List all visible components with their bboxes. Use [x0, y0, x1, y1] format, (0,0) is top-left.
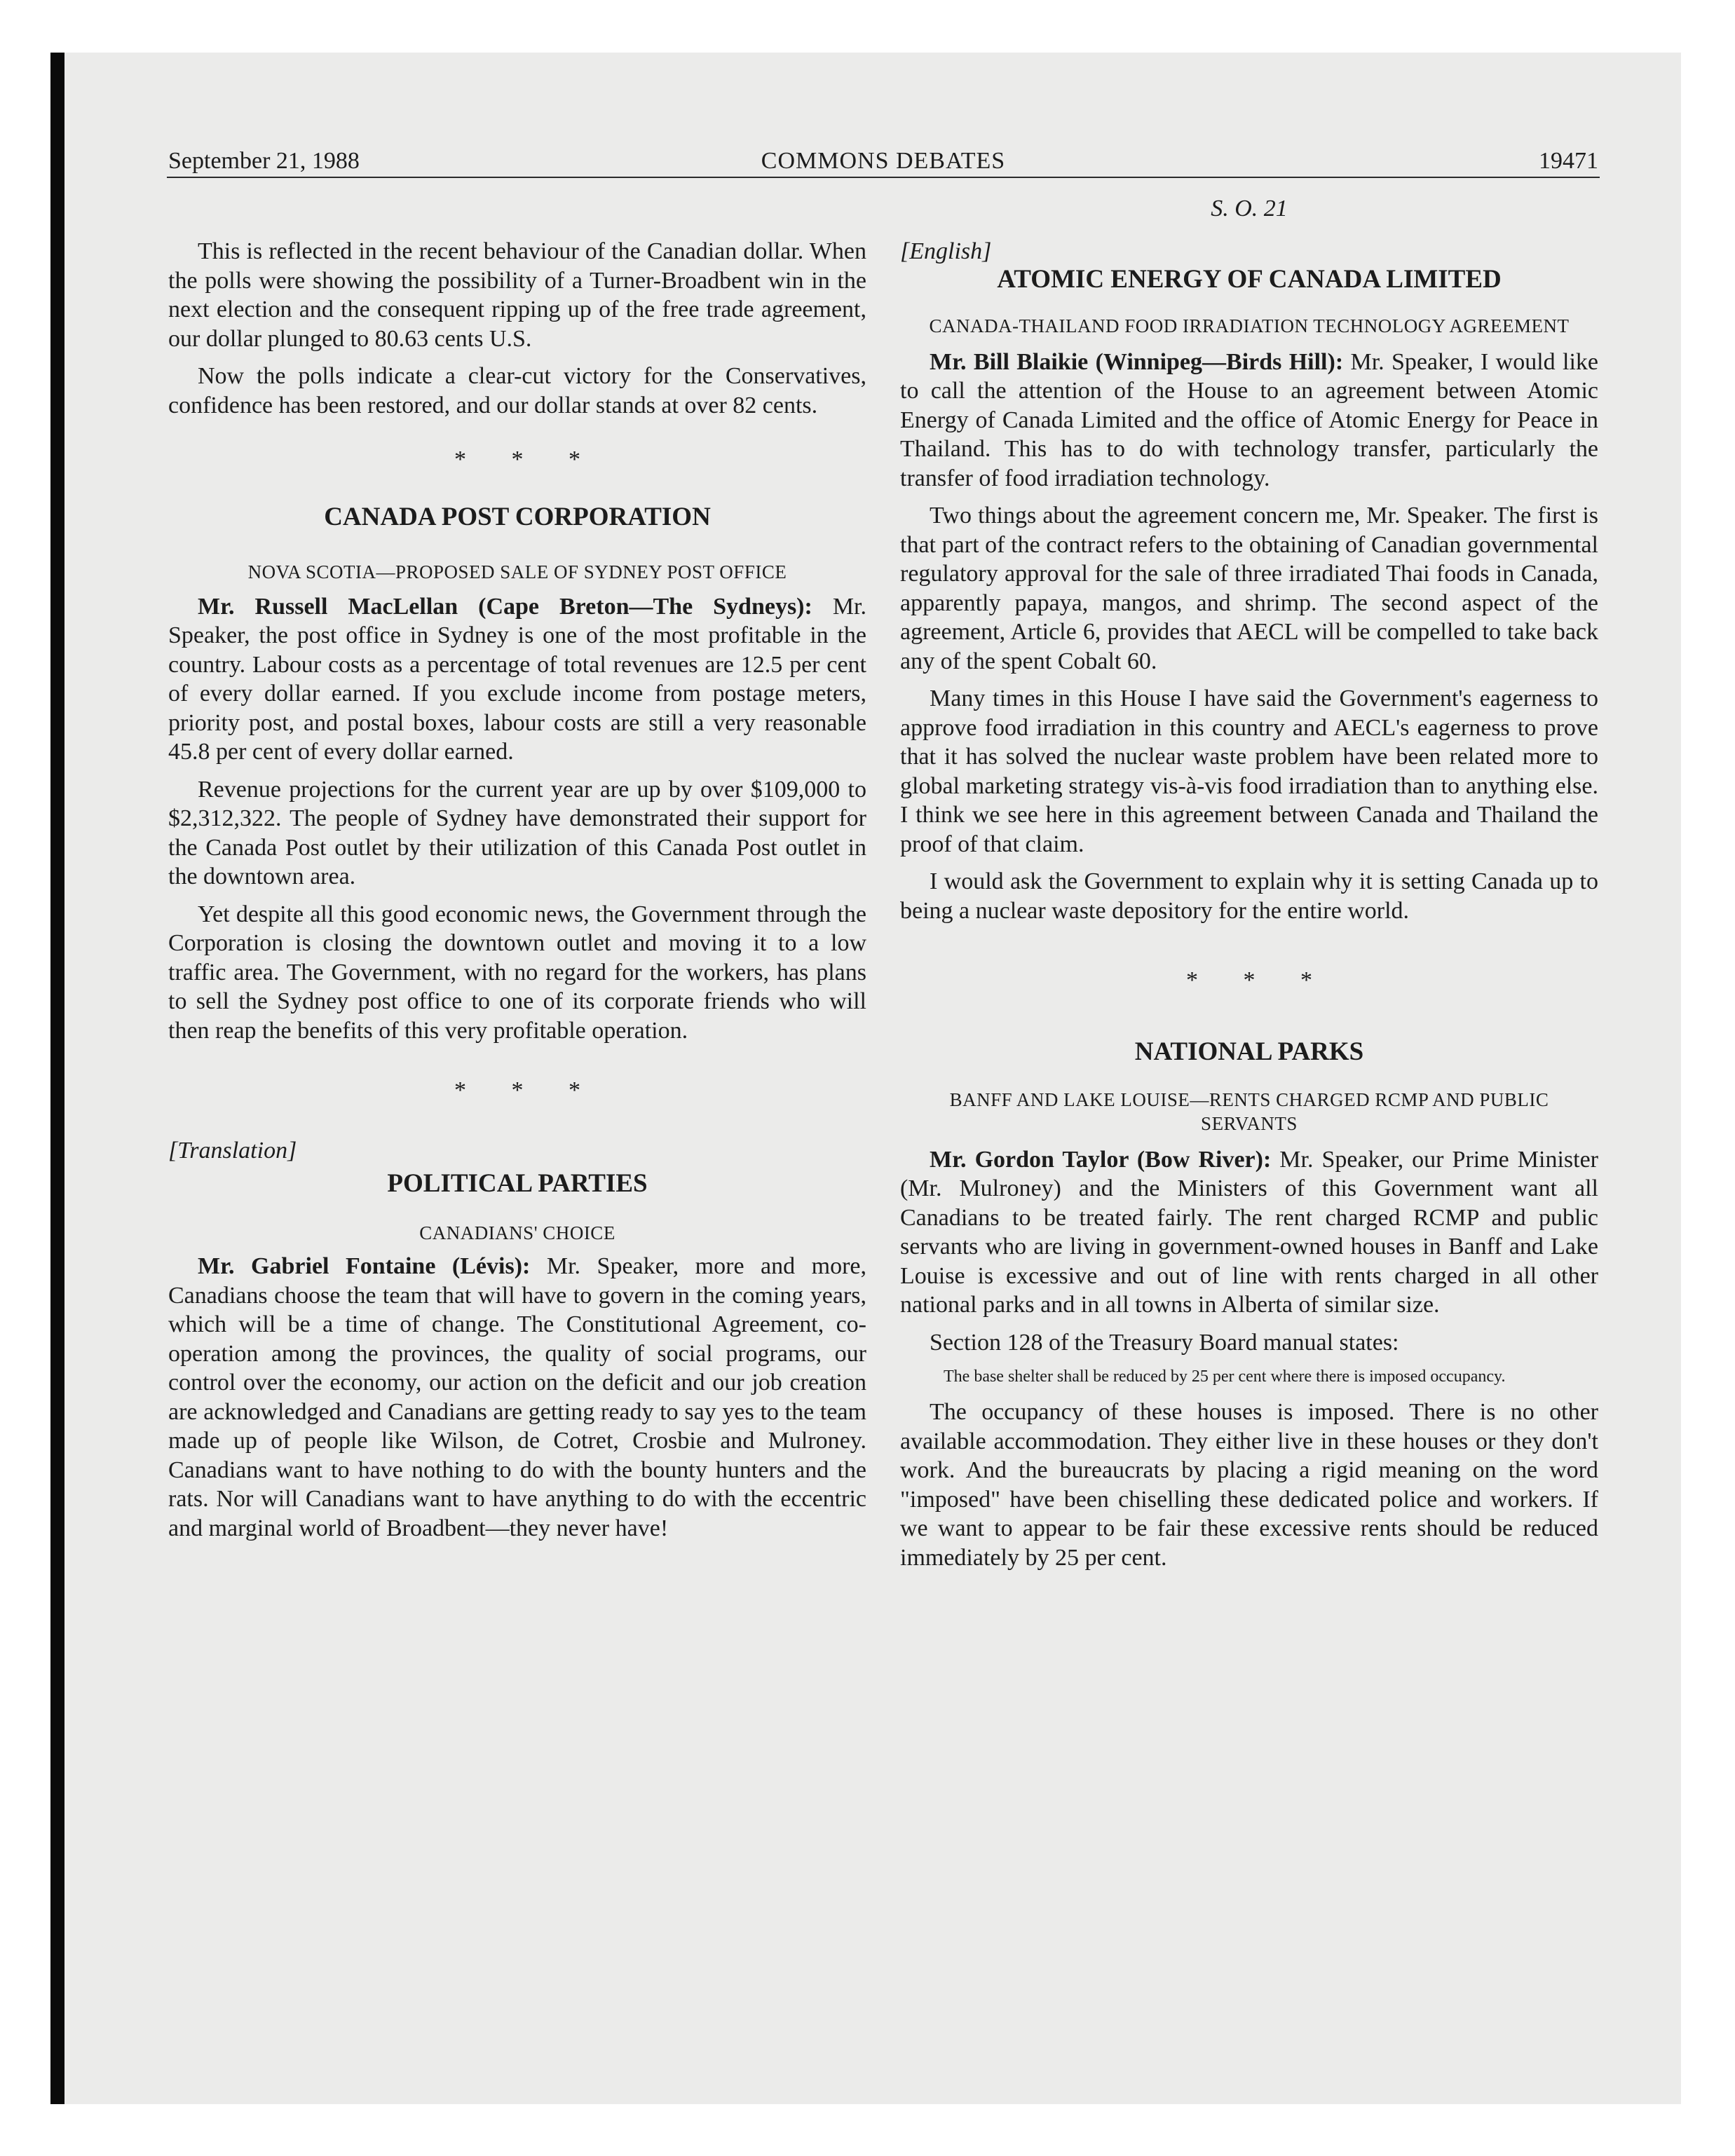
- left-column: [168, 237, 866, 1551]
- page-header: [168, 144, 1598, 178]
- language-tag: [English]: [900, 238, 992, 264]
- section-separator: * * *: [454, 1077, 600, 1103]
- paragraph: Yet despite all this good economic news, the Government through the Corporation is closing the downtown outlet and moving it to a low traffic area. The Government, with no regard for the workers, has plans to sell the Sydney post office to one of its corporate friends who will then reap the benefits of this very profitable operation.: [168, 901, 866, 1044]
- paragraph: This is reflected in the recent behaviour of the Canadian dollar. When the polls were showing the possibility of a Turner-Broadbent win in the next election and the consequent ripping up of the free trade agreement, our dollar plunged to 80.63 cents U.S.: [168, 238, 866, 352]
- language-tag: [Translation]: [168, 1137, 297, 1164]
- section-title: NATIONAL PARKS: [1134, 1037, 1364, 1066]
- section-separator: * * *: [454, 446, 600, 472]
- section-title: CANADA POST CORPORATION: [324, 502, 711, 531]
- section-title: POLITICAL PARTIES: [387, 1169, 648, 1198]
- right-column: [900, 237, 1598, 1581]
- section-subtitle: NOVA SCOTIA—PROPOSED SALE OF SYDNEY POST OFFICE: [247, 561, 787, 582]
- speech-paragraph: [900, 348, 1598, 493]
- paragraph: I would ask the Government to explain why it is setting Canada up to being a nuclear waste depository for the entire world.: [900, 868, 1598, 924]
- speech-text: Mr. Speaker, the post office in Sydney is one of the most profitable in the country. Labour costs as a percentage of total revenues are 12.5 per cent of every dollar earned. If you exclude income from postage meters, priority post, and postal boxes, labour costs are still a very reasonable 45.8 per cent of every dollar earned.: [168, 593, 866, 765]
- standing-order-label: S. O. 21: [1211, 196, 1288, 221]
- speech-text: Mr. Speaker, more and more, Canadians choose the team that will have to govern in the coming years, which will be a time of change. The Constitutional Agreement, co-operation among the provinces, the quality of social programs, our control over the economy, our action on the deficit and our job creation are acknowledged and Canadians are getting ready to say yes to the team made up of people like Wilson, de Cotret, Crosbie and Mulroney. Canadians want to have nothing to do with the bounty hunters and the rats. Nor will Canadians want to have anything to do with the eccentric and marginal world of Broadbent—they never have!: [168, 1253, 866, 1541]
- header-publication: COMMONS DEBATES: [761, 148, 1006, 174]
- paragraph: Two things about the agreement concern me, Mr. Speaker. The first is that part of the contract refers to the obtaining of Canadian governmental regulatory approval for the sale of three irradiated Thai foods in Canada, apparently papaya, mangos, and shrimp. The second aspect of the agreement, Article 6, provides that AECL will be compelled to take back any of the spent Cobalt 60.: [900, 503, 1598, 674]
- speaker-name: Mr. Gordon Taylor (Bow River):: [930, 1146, 1272, 1173]
- paragraph: Many times in this House I have said the Government's eagerness to approve food irradiation in this country and AECL's eagerness to prove that it has solved the nuclear waste problem have been related more to global marketing strategy vis-à-vis food irradiation than to anything else. I think we see here in this agreement between Canada and Thailand the proof of that claim.: [900, 685, 1598, 857]
- speech-text: Mr. Speaker, our Prime Minister (Mr. Mulroney) and the Ministers of this Government want all Canadians to be treated fairly. The rent charged RCMP and public servants who are living in government-owned houses in Banff and Lake Louise is excessive and out of line with rents charged in all other national parks and in all towns in Alberta of similar size.: [900, 1146, 1598, 1318]
- header-date: September 21, 1988: [168, 148, 360, 174]
- speech-paragraph: [900, 1145, 1598, 1320]
- section-separator: * * *: [1186, 967, 1332, 993]
- binding-edge: [50, 53, 64, 2104]
- speech-text: Mr. Speaker, I would like to call the attention of the House to an agreement between Atomic Energy of Canada Limited and the office of Atomic Energy for Peace in Thailand. This has to do with technology transfer, particularly the transfer of food irradiation technology.: [900, 348, 1598, 491]
- speech-paragraph: [168, 1252, 866, 1543]
- section-subtitle: BANFF AND LAKE LOUISE—RENTS CHARGED RCMP AND PUBLIC SERVANTS: [949, 1089, 1549, 1134]
- speaker-name: Mr. Gabriel Fontaine (Lévis):: [198, 1253, 531, 1279]
- section-title: ATOMIC ENERGY OF CANADA LIMITED: [997, 264, 1502, 294]
- block-quote: The base shelter shall be reduced by 25 per cent where there is imposed occupancy.: [944, 1367, 1506, 1386]
- paragraph: Section 128 of the Treasury Board manual states:: [930, 1329, 1399, 1356]
- paragraph: Now the polls indicate a clear-cut victory for the Conservatives, confidence has been restored, and our dollar stands at over 82 cents.: [168, 363, 866, 418]
- section-subtitle: CANADIANS' CHOICE: [419, 1222, 615, 1243]
- header-rule: [167, 177, 1600, 178]
- speaker-name: Mr. Bill Blaikie (Winnipeg—Birds Hill):: [930, 348, 1344, 375]
- header-page-number: 19471: [1539, 148, 1598, 174]
- section-subtitle: CANADA-THAILAND FOOD IRRADIATION TECHNOLOGY AGREEMENT: [929, 315, 1570, 336]
- speech-paragraph: [168, 592, 866, 767]
- paragraph: Revenue projections for the current year are up by over $109,000 to $2,312,322. The people of Sydney have demonstrated their support for the Canada Post outlet by their utilization of this Canada Post outlet in the downtown area.: [168, 776, 866, 889]
- speaker-name: Mr. Russell MacLellan (Cape Breton—The Sydneys):: [198, 593, 812, 620]
- paragraph: The occupancy of these houses is imposed. There is no other available accommodation. They either live in these houses or they don't work. And the bureaucrats by placing a rigid meaning on the word "imposed" have been chiselling these dedicated police and workers. If we want to appear to be fair these excessive rents should be reduced immediately by 25 per cent.: [900, 1399, 1598, 1571]
